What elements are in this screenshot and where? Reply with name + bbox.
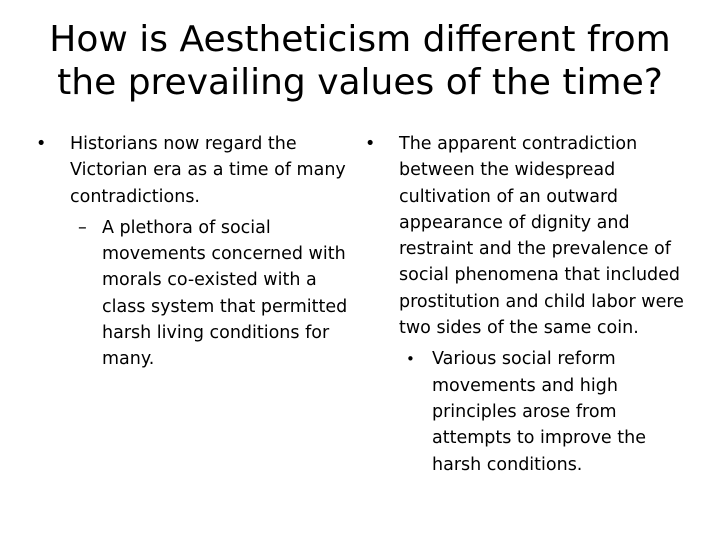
sub-bullet-text: Various social reform movements and high principles arose from attempts to improve the harsh conditions. — [432, 349, 646, 475]
sub-bullet-text: A plethora of social movements concerned with morals co-existed with a class system that permitted harsh living conditions for many. — [102, 217, 348, 370]
sub-bullet-item — [365, 346, 685, 477]
sub-bullet-item — [36, 215, 354, 373]
bullet-text: Historians now regard the Victorian era as a time of many contradictions. — [70, 134, 346, 207]
dash-marker: – — [78, 217, 87, 238]
bullet-text: The apparent contradiction between the widespread cultivation of an outward appearance of dignity and restraint and the prevalence of social phenomena that included prostitution and child labor were two sides of the same coin. — [399, 134, 684, 339]
right-column — [365, 131, 685, 478]
bullet-item — [365, 131, 685, 341]
bullet-marker: • — [36, 134, 47, 154]
slide-title: How is Aestheticism different from the prevailing values of the time? — [49, 19, 671, 103]
bullet-marker: • — [365, 134, 376, 154]
bullet-marker: • — [406, 350, 415, 369]
left-column — [36, 131, 354, 373]
bullet-item — [36, 131, 354, 210]
